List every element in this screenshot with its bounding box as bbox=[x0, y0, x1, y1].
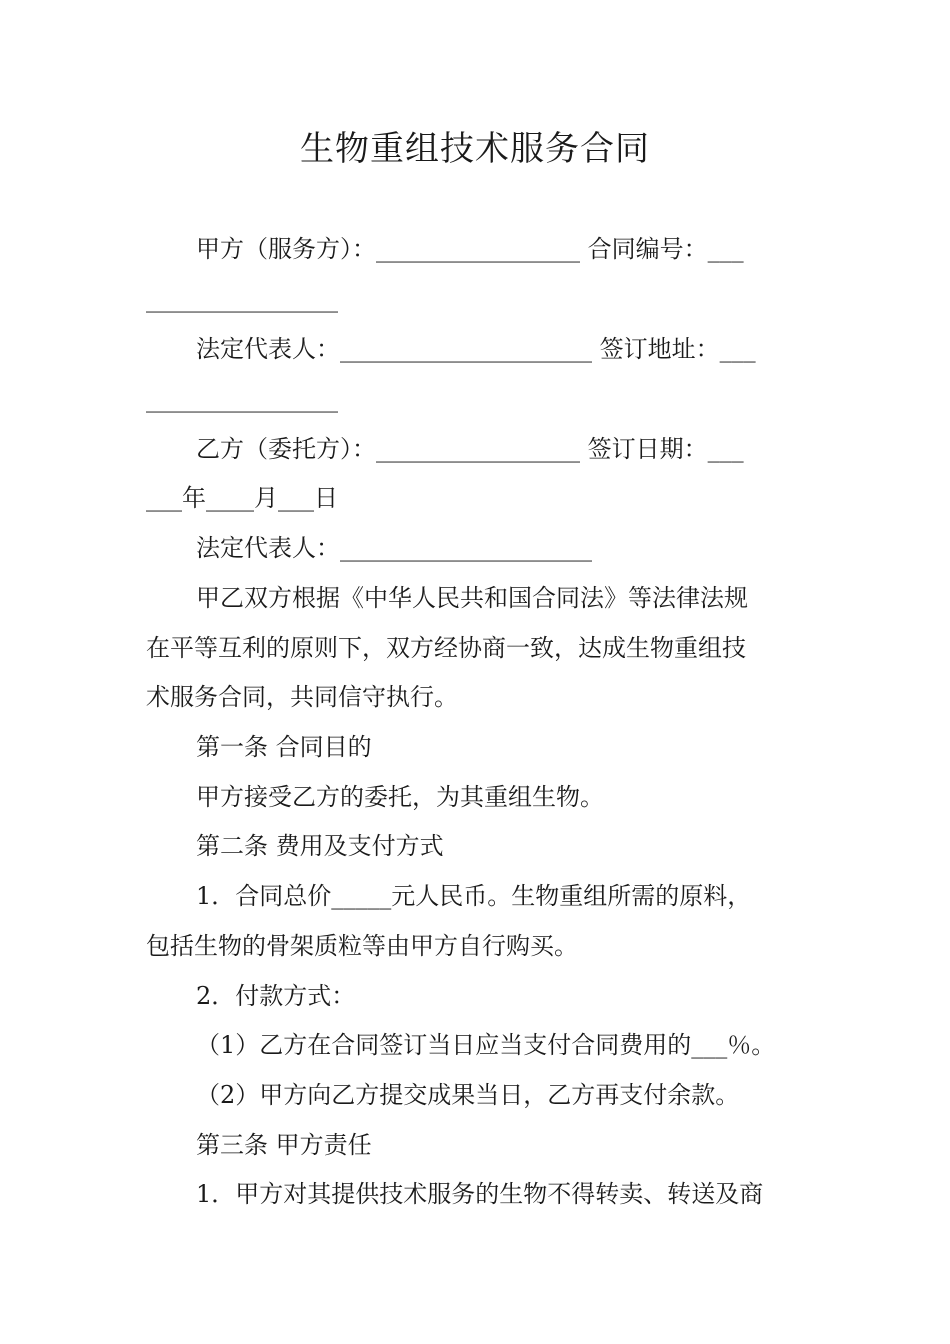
preamble-line-1: 甲乙双方根据《中华人民共和国合同法》等法律法规 bbox=[196, 584, 748, 612]
article-2-heading: 第二条 费用及支付方式 bbox=[196, 832, 444, 860]
article-3-item-1: 1．甲方对其提供技术服务的生物不得转卖、转送及商 bbox=[196, 1180, 764, 1208]
preamble-line-2: 在平等互利的原则下，双方经协商一致，达成生物重组技 bbox=[146, 634, 746, 662]
payment-clause-2: （2）甲方向乙方提交成果当日，乙方再支付余款。 bbox=[196, 1081, 740, 1109]
page-title: 生物重组技术服务合同 bbox=[300, 129, 650, 169]
preamble-line-3: 术服务合同，共同信守执行。 bbox=[146, 683, 458, 711]
party-a-line: 甲方（服务方）：_________________ 合同编号：___ bbox=[196, 235, 744, 263]
article-2-item-2: 2．付款方式： bbox=[196, 982, 356, 1010]
article-2-item-1-line-1: 1．合同总价_____元人民币。生物重组所需的原料， bbox=[196, 882, 752, 910]
party-a-representative-line: 法定代表人：_____________________ 签订地址：___ bbox=[196, 335, 756, 363]
article-1-text: 甲方接受乙方的委托，为其重组生物。 bbox=[196, 783, 604, 811]
party-b-line: 乙方（委托方）：_________________ 签订日期：___ bbox=[196, 435, 744, 463]
party-b-representative-line: 法定代表人：_____________________ bbox=[196, 534, 592, 562]
party-a-line-continued: ________________ bbox=[146, 285, 338, 313]
payment-clause-1: （1）乙方在合同签订当日应当支付合同费用的___％。 bbox=[196, 1031, 776, 1059]
article-3-heading: 第三条 甲方责任 bbox=[196, 1131, 372, 1159]
signing-date-line: ___年____月___日 bbox=[146, 484, 338, 512]
article-2-item-1-line-2: 包括生物的骨架质粒等由甲方自行购买。 bbox=[146, 932, 578, 960]
party-a-representative-line-continued: ________________ bbox=[146, 385, 338, 413]
article-1-heading: 第一条 合同目的 bbox=[196, 733, 372, 761]
